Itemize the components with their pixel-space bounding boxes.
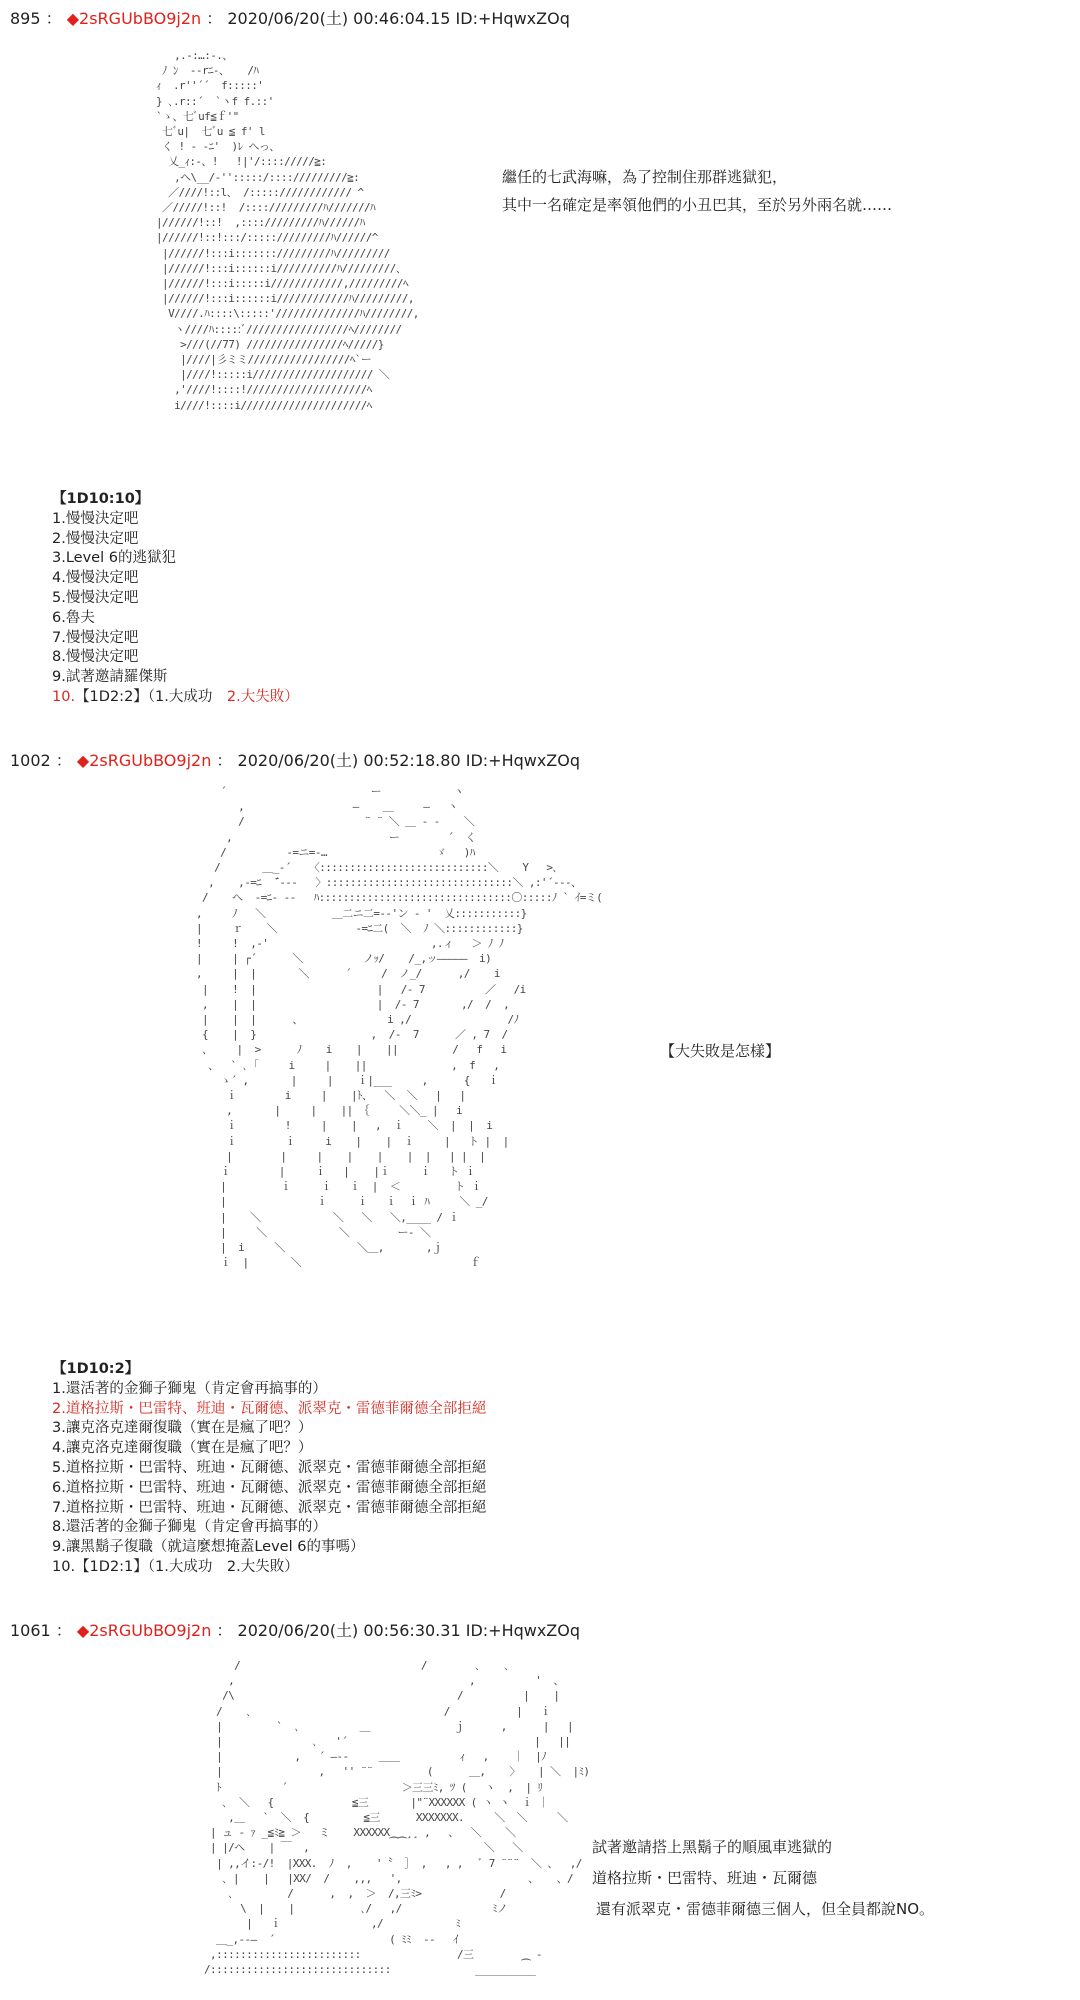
separator: ： xyxy=(50,751,77,770)
roll-item: 7.道格拉斯・巴雷特、班迪・瓦爾德、派翠克・雷德菲爾德全部拒絕 xyxy=(52,1499,487,1516)
narration-line: 繼任的七武海嘛，為了控制住那群逃獄犯， xyxy=(502,168,788,186)
roll-item: 6.魯夫 xyxy=(52,609,95,626)
separator: ： xyxy=(50,1621,77,1640)
roll-item: 5.道格拉斯・巴雷特、班迪・瓦爾德、派翠克・雷德菲爾德全部拒絕 xyxy=(52,1459,487,1476)
post-header xyxy=(10,6,570,29)
separator: ： xyxy=(40,9,67,28)
narration-line: 其中一名確定是率領他們的小丑巴其，至於另外兩名就…… xyxy=(502,196,893,214)
roll-header: 【1D10:10】 xyxy=(52,491,150,507)
roll-item: 6.道格拉斯・巴雷特、班迪・瓦爾德、派翠克・雷德菲爾德全部拒絕 xyxy=(52,1479,487,1496)
ascii-art-figure-2: ´ ー ヽ , ― ＿ ― ヽ / ¨ ¨ ＼ ＿ ‐ ‐ ＼ , ー ´ く / -=ニ=-… ゞ )ﾊ / ＿_-´ 〈::::::::::::::::::::::::::::＼ Y >､ , ,-=ﾆ ̄´-‐- 〉:::::::::::::::::::::::::::::::＼ ,:'´--‐、 / へ -=ﾆ- -- ﾊ::::::::::::::::::::::::::::::::〇:::::ﾉ ` ｲ=ミ( , ﾉ ＼ ＿二ニ二=-‐'ン ‐ ' 乂:::::::::::} | ｒ ＼ -=ﾆ二( ＼ ﾉ ＼::::::::::::} ! ! ,-' ,.ィ ＞ ﾉ ﾉ | | ┌´ ＼ ノｯ/ /_,ッ――――― i) , | | ＼ ´ / ノ_/ ,/ i | ! | | /‐ 7 ／ /i , | | | /‐ 7 ,/ / , | | | 、 i ,/ /ﾉ { | } , /‐ 7 ／ , 7 / 、 | > ﾉ i | || / f i 、 ` ､ ｢ i | || , f , ゝ´ , | | ｉ|___ , { ｉ ｉ i | |ﾄ、 ＼ ＼ | | , | | || ｛ ＼＼_ | i ｉ ! | | , ｉ ＼ | | i ｉ ｉ i | | ｉ | ト | | | | | | | | | | | | ｉ | ｉ | |ｉ ｉ ト ｉ | ｉ ｉ ｉ | ＜ ト ｉ | ｉ ｉ ｉ ｉ ﾊ ＼ _/ | ＼ ＼ ＼ ＼,____ / ｉ | ＼ ＼ ー- ＼ | i ＼ ＼＿, ,ｊ ｉ | ＼ ｆ xyxy=(196,785,603,1270)
roll-item-selected xyxy=(52,688,299,708)
separator: ： xyxy=(211,1621,238,1640)
poster-id: ID:+HqwxZOq xyxy=(450,9,570,28)
post-datetime: 2020/06/20(土) 00:46:04.15 xyxy=(227,9,451,28)
roll-item-selected: 2.道格拉斯・巴雷特、班迪・瓦爾德、派翠克・雷德菲爾德全部拒絕 xyxy=(52,1400,487,1417)
post-header xyxy=(10,748,580,771)
post-datetime: 2020/06/20(土) 00:56:30.31 xyxy=(237,1621,461,1640)
poster-name: ◆2sRGUbBO9j2n xyxy=(76,1621,212,1640)
narration-line: 試著邀請搭上黑鬍子的順風車逃獄的 xyxy=(592,1838,833,1856)
roll-item: 8.還活著的金獅子獅鬼（肯定會再搞事的） xyxy=(52,1519,327,1536)
narration xyxy=(502,167,892,215)
separator: ： xyxy=(211,751,238,770)
roll-item: 2.慢慢決定吧 xyxy=(52,530,139,547)
roll-item: 9.試著邀請羅傑斯 xyxy=(52,669,168,686)
roll-item: 3.讓克洛克達爾復職（實在是瘋了吧？） xyxy=(52,1420,313,1437)
ascii-art-figure-3: / / ､ ､ , , ' 、 /\ / | | / ､ / | ｉ | ` ､ ＿ ｊ , | | | ､ '´ | || | , ´ ―-- ＿＿ ｨ , ｜ |ﾉ | , '' ¨¨ ( ＿, 〉 | ＼ |ﾐ) ﾄ ´ ＞三三ﾐ, ﾂ ( ヽ , | ﾘ ､ ＼ { ≦三 |"¨XXXXXX ( ヽ ヽ ｉ ｜ ,＿ ` ＼ { ≦三 XXXXXXX. ＼ ＼ ＼ | ュ ‐ ｧ _≦ﾐ≧ ＞ ミ XXXXXX⁔⁔¸¸ , 、 ＼ ＼ | |/ヘ | ￣ , ＼ ＼ | ,,イ:‐/! |XXX. ﾉ , '〝 ］ , , , ﾞ 7 ¨¨¨ ＼ 、 ,/ ､ | | |XX/ / ,,, ', 、 、/ ､ / , , ＞ /,三ﾐ> / \ | | ､/ ,/ ﾐノ | ｉ ,/ ﾐ ＿_,--― ´ ( ﾐﾐ ‐‐ ｲ ,:::::::::::::::::::::::: /三 ⁔ ‐ /:::::::::::::::::::::::::::::: __________ xyxy=(204,1659,590,1977)
roll-item: 4.讓克洛克達爾復職（實在是瘋了吧？） xyxy=(52,1440,313,1457)
dice-roll-list xyxy=(52,1360,486,1578)
narration xyxy=(592,1837,934,1919)
narration-line: 【大失敗是怎樣】 xyxy=(660,1042,781,1060)
roll-header: 【1D10:2】 xyxy=(52,1361,140,1377)
roll-selected-number: 10. xyxy=(52,688,76,705)
poster-id: ID:+HqwxZOq xyxy=(460,1621,581,1640)
separator: ： xyxy=(201,9,228,28)
roll-item: 7.慢慢決定吧 xyxy=(52,629,139,646)
post-number: 895 xyxy=(10,9,41,28)
roll-result-highlight: 2.大失敗） xyxy=(226,688,299,705)
roll-item: 8.慢慢決定吧 xyxy=(52,649,139,666)
roll-item: 10.【1D2:1】（1.大成功 2.大失敗） xyxy=(52,1558,299,1575)
roll-item: 4.慢慢決定吧 xyxy=(52,570,139,587)
dice-roll-list xyxy=(52,490,299,708)
roll-item: 9.讓黑鬍子復職（就這麼想掩蓋Level 6的事嗎） xyxy=(52,1539,365,1556)
post-number: 1002 xyxy=(10,751,51,770)
roll-item: 3.Level 6的逃獄犯 xyxy=(52,550,176,567)
poster-name: ◆2sRGUbBO9j2n xyxy=(66,9,202,28)
narration-line: 還有派翠克・雷德菲爾德三個人，但全員都說NO。 xyxy=(596,1900,935,1918)
narration-line: 道格拉斯・巴雷特、班迪・瓦爾德 xyxy=(592,1869,818,1887)
roll-item: 5.慢慢決定吧 xyxy=(52,589,139,606)
roll-item: 1.慢慢決定吧 xyxy=(52,510,139,527)
narration xyxy=(660,1041,780,1061)
ascii-art-figure-1: ,.-:…:-.、 ﾉ ﾝ -‐rﾆ-、 /ﾊ ｨ .r''´´ f:::::' } ､.r::´ `ヽf f.::' `ゝ、七ﾞuf≦ｆ'" 七ﾞu| 七ﾞu ≦ f' l く ! ‐ -ﾆ' )ﾚ へっ、 乂_ｨ:-、! !|'/:::://///≧: ,ヘ\__/‐'':::::/:::://///////≧: ／////!::l、 /::::://////////// ^ ／/////!::! /:::://///////ﾊ///////ﾊ |//////!::! ,:::://///////ﾊ//////ﾊ |//////!::!:::/::::://///////ﾊ//////^ |//////!:::i::::::://///////ﾊ///////// |//////!:::i::::::i//////////ﾊ/////////、 |//////!:::i:::::i////////////,/////////ﾍ |//////!:::i::::::i////////////ﾊ/////////, V////.ﾊ::::\:::::'//////////////ﾊ////////, ヽ////ﾊ:::::ﾞ/////////////////ﾍ//////// >///(//77) ////////////////ﾍ/////} |////|彡ミミ/////////////////ﾍ`ー |////!:::::i//////////////////// ＼ ,'////!::::!////////////////////ﾍ i////!::::i/////////////////////ﾍ xyxy=(156,49,419,412)
post-number: 1061 xyxy=(10,1621,51,1640)
roll-subroll: 【1D2:2】（1.大成功 xyxy=(75,688,213,705)
poster-name: ◆2sRGUbBO9j2n xyxy=(76,751,212,770)
poster-id: ID:+HqwxZOq xyxy=(460,751,581,770)
post-datetime: 2020/06/20(土) 00:52:18.80 xyxy=(237,751,461,770)
post-header xyxy=(10,1618,580,1641)
roll-item: 1.還活著的金獅子獅鬼（肯定會再搞事的） xyxy=(52,1380,327,1397)
